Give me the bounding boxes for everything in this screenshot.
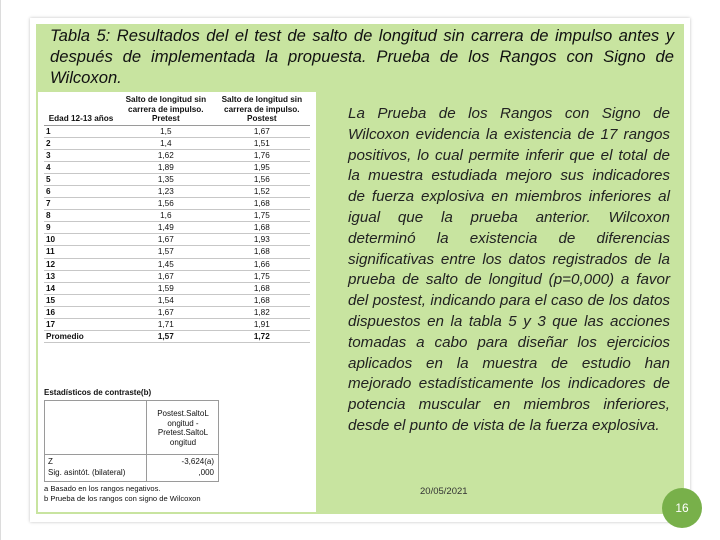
postest-value: 1,68 xyxy=(214,282,310,294)
table-header-row xyxy=(44,95,310,125)
row-label: Promedio xyxy=(44,331,118,343)
postest-value: 1,68 xyxy=(214,198,310,210)
pretest-value: 1,57 xyxy=(118,331,214,343)
pretest-value: 1,59 xyxy=(118,282,214,294)
table-image-area xyxy=(38,92,316,512)
postest-value: 1,95 xyxy=(214,161,310,173)
stats-column-divider xyxy=(146,401,147,481)
pretest-value: 1,67 xyxy=(118,234,214,246)
pretest-value: 1,49 xyxy=(118,222,214,234)
table-row xyxy=(44,161,310,173)
postest-value: 1,56 xyxy=(214,173,310,185)
table-row xyxy=(44,246,310,258)
stats-title: Estadísticos de contraste(b) xyxy=(44,388,152,397)
table-row xyxy=(44,185,310,197)
pretest-value: 1,56 xyxy=(118,198,214,210)
slide-date: 20/05/2021 xyxy=(420,486,468,497)
row-label: 10 xyxy=(44,234,118,246)
stats-table xyxy=(44,400,219,482)
pretest-value: 1,54 xyxy=(118,294,214,306)
stats-row-divider xyxy=(45,454,218,455)
header-postest: Salto de longitud sin carrera de impulso. Postest xyxy=(214,95,310,125)
postest-value: 1,67 xyxy=(214,125,310,137)
row-label: 12 xyxy=(44,258,118,270)
table-row xyxy=(44,282,310,294)
table-row xyxy=(44,319,310,331)
table-row xyxy=(44,149,310,161)
row-label: 7 xyxy=(44,198,118,210)
row-label: 2 xyxy=(44,137,118,149)
stats-label-z: Z xyxy=(48,457,53,466)
header-pretest: Salto de longitud sin carrera de impulso. Pretest xyxy=(118,95,214,125)
pretest-value: 1,71 xyxy=(118,319,214,331)
row-label: 3 xyxy=(44,149,118,161)
row-label: 5 xyxy=(44,173,118,185)
table-row xyxy=(44,258,310,270)
postest-value: 1,91 xyxy=(214,319,310,331)
postest-value: 1,76 xyxy=(214,149,310,161)
footnote-b: b Prueba de los rangos con signo de Wilcoxon xyxy=(44,494,201,503)
pretest-value: 1,67 xyxy=(118,306,214,318)
pretest-value: 1,67 xyxy=(118,270,214,282)
results-table xyxy=(44,95,310,343)
pretest-value: 1,45 xyxy=(118,258,214,270)
table-row xyxy=(44,270,310,282)
row-label: 8 xyxy=(44,210,118,222)
table-row xyxy=(44,137,310,149)
pretest-value: 1,4 xyxy=(118,137,214,149)
pretest-value: 1,35 xyxy=(118,173,214,185)
slide-title: Tabla 5: Resultados del el test de salto de longitud sin carrera de impulso antes y después de implementada la propuesta. Prueba de los Rangos con Signo de Wilcoxon. xyxy=(50,26,674,87)
table-row xyxy=(44,234,310,246)
table-body xyxy=(44,125,310,343)
postest-value: 1,82 xyxy=(214,306,310,318)
stats-column-header: Postest.SaltoL ongitud - Pretest.SaltoL ongitud xyxy=(157,409,209,447)
postest-value: 1,68 xyxy=(214,294,310,306)
footnote-a: a Basado en los rangos negativos. xyxy=(44,484,161,493)
row-label: 13 xyxy=(44,270,118,282)
stats-value-sig: ,000 xyxy=(198,468,214,477)
postest-value: 1,68 xyxy=(214,246,310,258)
postest-value: 1,51 xyxy=(214,137,310,149)
table-row xyxy=(44,210,310,222)
pretest-value: 1,57 xyxy=(118,246,214,258)
row-label: 16 xyxy=(44,306,118,318)
postest-value: 1,66 xyxy=(214,258,310,270)
header-age: Edad 12-13 años xyxy=(44,95,118,125)
table-row xyxy=(44,125,310,137)
row-label: 17 xyxy=(44,319,118,331)
table-row xyxy=(44,331,310,343)
postest-value: 1,72 xyxy=(214,331,310,343)
row-label: 6 xyxy=(44,185,118,197)
table-row xyxy=(44,306,310,318)
pretest-value: 1,89 xyxy=(118,161,214,173)
table-row xyxy=(44,294,310,306)
page-number-badge: 16 xyxy=(662,488,702,528)
row-label: 15 xyxy=(44,294,118,306)
stats-label-sig: Sig. asintót. (bilateral) xyxy=(48,468,126,477)
pretest-value: 1,62 xyxy=(118,149,214,161)
pretest-value: 1,5 xyxy=(118,125,214,137)
pretest-value: 1,23 xyxy=(118,185,214,197)
table-row xyxy=(44,198,310,210)
row-label: 14 xyxy=(44,282,118,294)
row-label: 11 xyxy=(44,246,118,258)
postest-value: 1,68 xyxy=(214,222,310,234)
postest-value: 1,93 xyxy=(214,234,310,246)
postest-value: 1,75 xyxy=(214,210,310,222)
pretest-value: 1,6 xyxy=(118,210,214,222)
postest-value: 1,75 xyxy=(214,270,310,282)
row-label: 1 xyxy=(44,125,118,137)
postest-value: 1,52 xyxy=(214,185,310,197)
table-row xyxy=(44,173,310,185)
table-row xyxy=(44,222,310,234)
row-label: 4 xyxy=(44,161,118,173)
row-label: 9 xyxy=(44,222,118,234)
stats-value-z: -3,624(a) xyxy=(181,457,214,466)
slide-body-text: La Prueba de los Rangos con Signo de Wilcoxon evidencia la existencia de 17 rangos positivos, lo cual permite inferir que el total de la muestra estudiada mejoro sus indicadores de fuerza explosiva en miembros inferiores al igual que la prueba anterior. Wilcoxon determinó la existencia de diferencias significativas entre los datos registrados de la prueba de salto de longitud (p=0,000) a favor del postest, indicando para el caso de los datos dispuestos en la tabla 5 y 3 que las acciones tomadas a cabo para diseñar los ejercicios aplicados en la muestra de estudio han mejorado estadísticamente los indicadores de potencia muscular en miembros inferiores, desde el punto de vista de la fuerza explosiva. xyxy=(348,105,670,434)
